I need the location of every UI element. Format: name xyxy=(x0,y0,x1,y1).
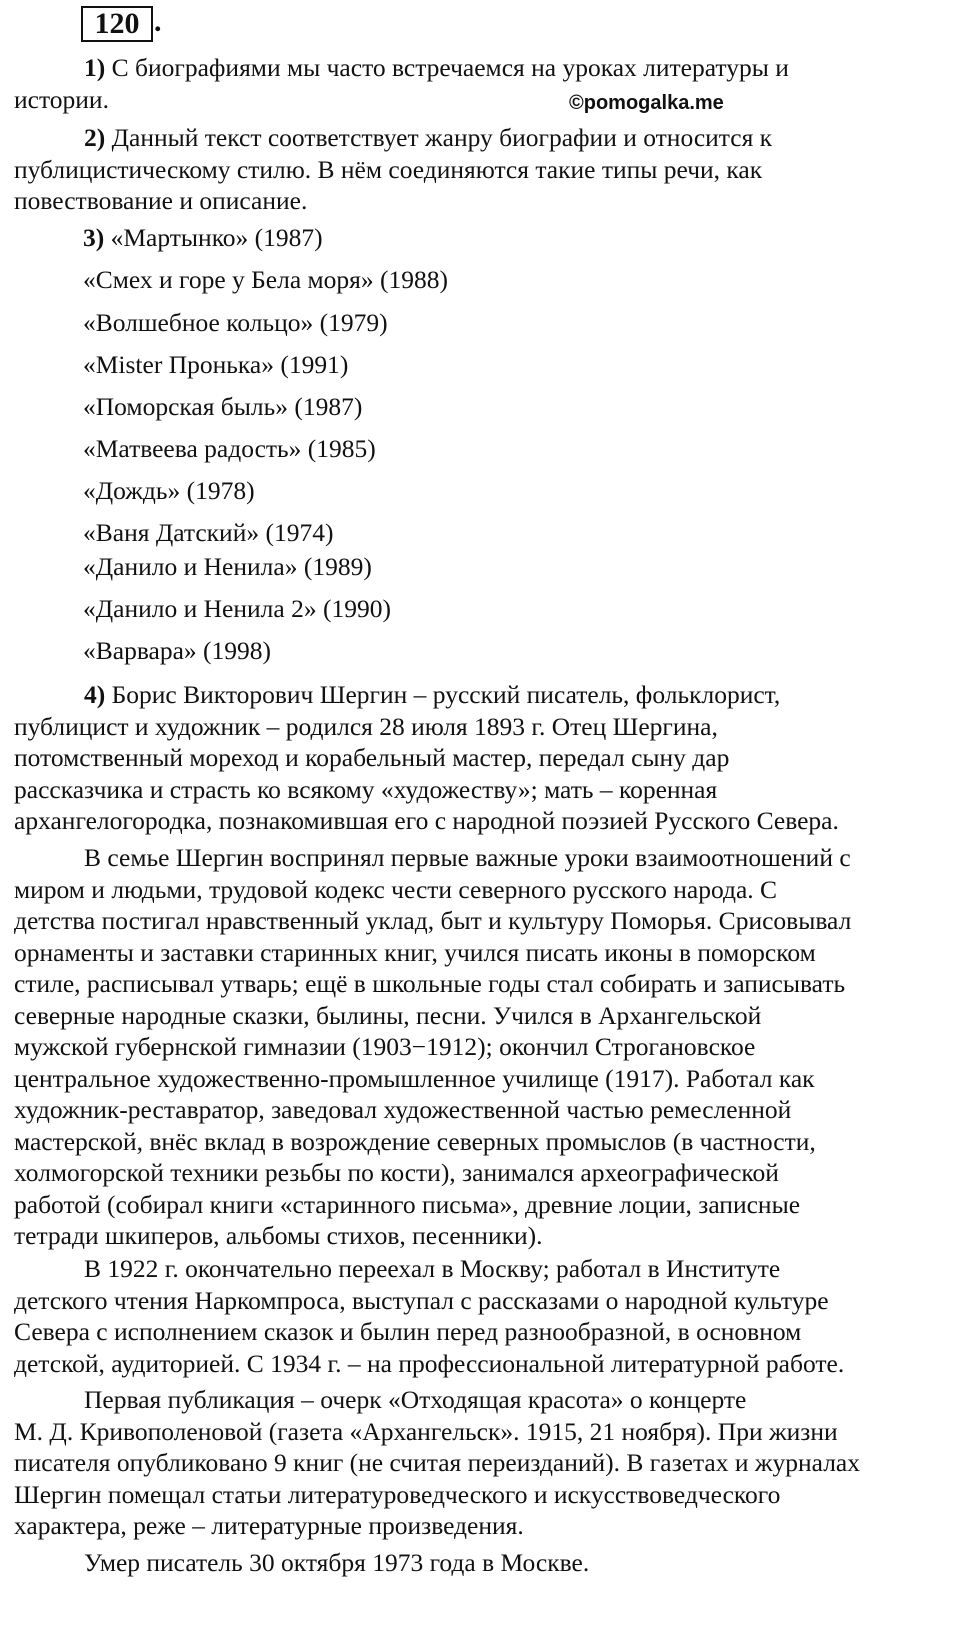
answer-4-p1-line-1: 4) Борис Викторович Шергин – русский писатель, фольклорист, xyxy=(84,680,781,709)
answer-4-p2-line-4: орнаменты и заставки старинных книг, учился писать иконы в поморском xyxy=(14,937,816,967)
answer-3-title-6: «Матвеева радость» (1985) xyxy=(83,434,376,463)
answer-4-p4-line-1: Первая публикация – очерк «Отходящая красота» о концерте xyxy=(84,1385,747,1414)
answer-1-label: 1) xyxy=(84,53,106,82)
answer-3-title-10: «Данило и Ненила 2» (1990) xyxy=(83,594,391,623)
answer-4-p2-line-3: детства постигал нравственный уклад, быт и культуру Поморья. Срисовывал xyxy=(14,906,852,935)
exercise-number-dot: . xyxy=(154,5,162,38)
answer-3-title-7: «Дождь» (1978) xyxy=(83,476,255,505)
answer-4-p4-line-3: писателя опубликовано 9 книг (не считая переизданий). В газетах и журналах xyxy=(14,1448,860,1477)
answer-4-p2-line-8: центральное художественно-промышленное училище (1917). Работал как xyxy=(14,1063,815,1093)
answer-4-paragraph-5 xyxy=(14,1547,944,1579)
answer-4-label: 4) xyxy=(84,680,106,709)
exercise-number: 120 xyxy=(81,6,153,42)
answer-4-paragraph-3 xyxy=(14,1253,944,1379)
answer-4-p2-line-9: художник-реставратор, заведовал художественной частью ремесленной xyxy=(14,1095,792,1124)
answer-2-line-3: повествование и описание. xyxy=(14,186,308,215)
answer-4-p5-line-1: Умер писатель 30 октября 1973 года в Москве. xyxy=(84,1548,590,1577)
answer-4-p2-line-2: миром и людьми, трудовой кодекс чести северного русского народа. С xyxy=(14,874,778,904)
answer-3-title-11: «Варвара» (1998) xyxy=(83,636,272,665)
answer-4-p2-line-7: мужской губернской гимназии (1903−1912); окончил Строгановское xyxy=(14,1032,756,1061)
answer-3-title-5: «Поморская быль» (1987) xyxy=(83,392,363,421)
answer-4-p2-line-13: тетради шкиперов, альбомы стихов, песенники). xyxy=(14,1221,543,1250)
answer-3-title-1: 3) «Мартынко» (1987) xyxy=(83,223,323,252)
answer-4-p2-line-1: В семье Шергин воспринял первые важные уроки взаимоотношений с xyxy=(84,843,851,872)
answer-4-p2-line-5: стиле, расписывал утварь; ещё в школьные годы стал собирать и записывать xyxy=(14,969,846,998)
answer-4-p2-line-6: северные народные сказки, былины, песни. Учился в Архангельской xyxy=(14,1000,762,1030)
answer-4-p3-line-2: детского чтения Наркомпроса, выступал с рассказами о народной культуре xyxy=(14,1285,829,1315)
answer-2-line-2: публицистическому стилю. В нём соединяются такие типы речи, как xyxy=(14,154,763,184)
answer-4-p3-line-4: детской, аудиторией. С 1934 г. – на профессиональной литературной работе. xyxy=(14,1348,845,1378)
answer-4-p1-line-3: потомственный мореход и корабельный мастер, передал сыну дар xyxy=(14,743,730,772)
answer-4-p2-line-10: мастерской, внёс вклад в возрождение северных промыслов (в частности, xyxy=(14,1126,816,1156)
answer-4-p3-line-3: Севера с исполнением сказок и былин перед разнообразной, в основном xyxy=(14,1317,802,1346)
answer-4-p1-line-5: архангелогородка, познакомившая его с народной поэзией Русского Севера. xyxy=(14,806,839,835)
answer-4-p1-line-2: публицист и художник – родился 28 июля 1893 г. Отец Шергина, xyxy=(14,711,718,741)
answer-1 xyxy=(14,52,944,115)
answer-4-paragraph-1 xyxy=(14,679,944,837)
answer-3-title-8: «Ваня Датский» (1974) xyxy=(83,518,334,547)
watermark: ©pomogalka.me xyxy=(569,92,724,114)
answer-4-paragraph-2 xyxy=(14,842,944,1252)
answer-4-p2-line-12: работой (собирал книги «старинного письма», древние лоции, записные xyxy=(14,1189,801,1219)
answer-4-paragraph-4 xyxy=(14,1384,944,1542)
answer-3-title-2: «Смех и горе у Бела моря» (1988) xyxy=(83,265,449,294)
answer-4-p3-line-1: В 1922 г. окончательно переехал в Москву; работал в Институте xyxy=(84,1254,781,1283)
answer-3-label: 3) xyxy=(83,223,105,252)
answer-1-line-2: истории. xyxy=(14,84,109,114)
answer-4-p2-line-11: холмогорской техники резьбы по кости), занимался археографической xyxy=(14,1158,779,1187)
answer-1-line-1: 1) С биографиями мы часто встречаемся на уроках литературы и xyxy=(84,53,789,82)
answer-4-p4-line-2: М. Д. Кривополеновой (газета «Архангельск». 1915, 21 ноября). При жизни xyxy=(14,1416,838,1446)
answer-4-p4-line-5: характера, реже – литературные произведения. xyxy=(14,1511,524,1540)
answer-3-title-4: «Mister Пронька» (1991) xyxy=(83,350,349,379)
answer-2-label: 2) xyxy=(84,123,106,152)
answer-3-title-3: «Волшебное кольцо» (1979) xyxy=(83,308,388,337)
answer-2 xyxy=(14,122,944,217)
answer-4-p4-line-4: Шергин помещал статьи литературоведческого и искусствоведческого xyxy=(14,1479,781,1509)
answer-3-title-9: «Данило и Ненила» (1989) xyxy=(83,552,372,581)
answer-4-p1-line-4: рассказчика и страсть ко всякому «художеству»; мать – коренная xyxy=(14,774,718,804)
answer-2-line-1: 2) Данный текст соответствует жанру биографии и относится к xyxy=(84,123,773,152)
